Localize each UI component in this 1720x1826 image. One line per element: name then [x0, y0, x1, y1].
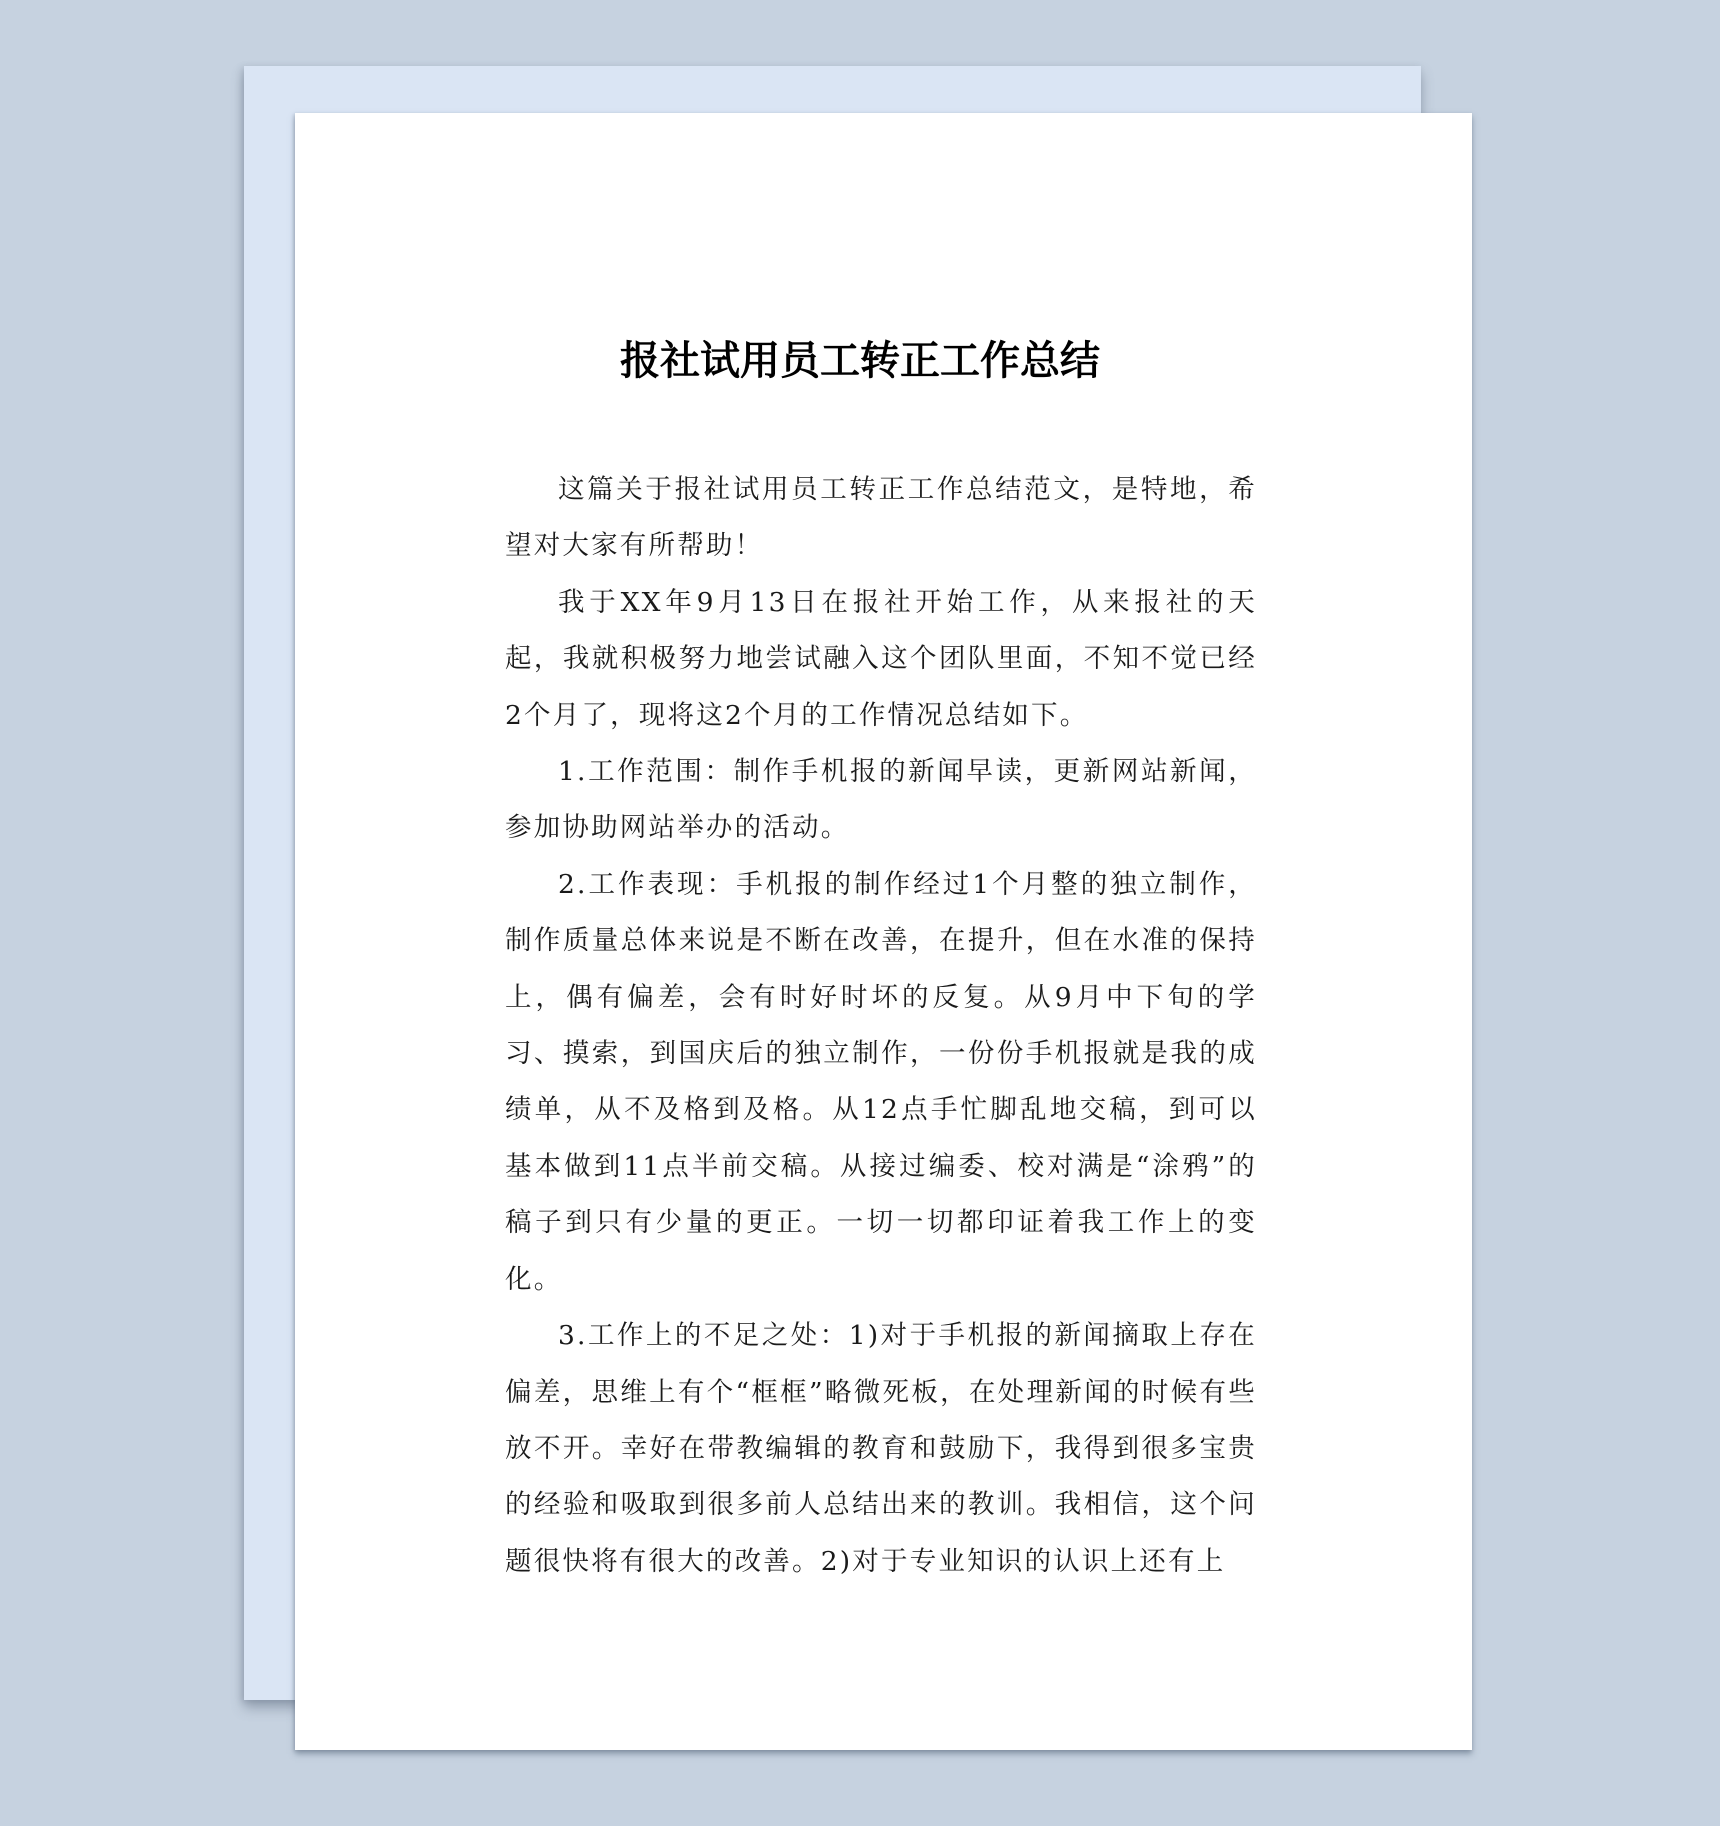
paragraph-work-scope: 1.工作范围：制作手机报的新闻早读，更新网站新闻，参加协助网站举办的活动。 — [505, 756, 1257, 844]
paragraph-work-performance: 2.工作表现：手机报的制作经过1个月整的独立制作，制作质量总体来说是不断在改善，在提升，但在水准的保持上，偶有偏差，会有时好时坏的反复。从9月中下旬的学习、摸索，到国庆后的独立制作，一份份手机报就是我的成绩单，从不及格到及格。从12点手忙脚乱地交稿，到可以基本做到11点半前交稿。从接过编委、校对满是“涂鸦”的稿子到只有少量的更正。一切一切都印证着我工作上的变化。 — [505, 868, 1257, 1295]
paragraph-shortcomings: 3.工作上的不足之处：1)对于手机报的新闻摘取上存在偏差，思维上有个“框框”略微死板，在处理新闻的时候有些放不开。幸好在带教编辑的教育和鼓励下，我得到很多宝贵的经验和吸取到很多前人总结出来的教训。我相信，这个问题很快将有很大的改善。2)对于专业知识的认识上还有上 — [505, 1320, 1257, 1577]
document-body — [505, 462, 1257, 1590]
paragraph-start: 我于XX年9月13日在报社开始工作，从来报社的天起，我就积极努力地尝试融入这个团队里面，不知不觉已经2个月了，现将这2个月的工作情况总结如下。 — [505, 586, 1257, 731]
paragraph-intro: 这篇关于报社试用员工转正工作总结范文，是特地，希望对大家有所帮助！ — [505, 474, 1257, 562]
document-title: 报社试用员工转正工作总结 — [620, 338, 1100, 384]
